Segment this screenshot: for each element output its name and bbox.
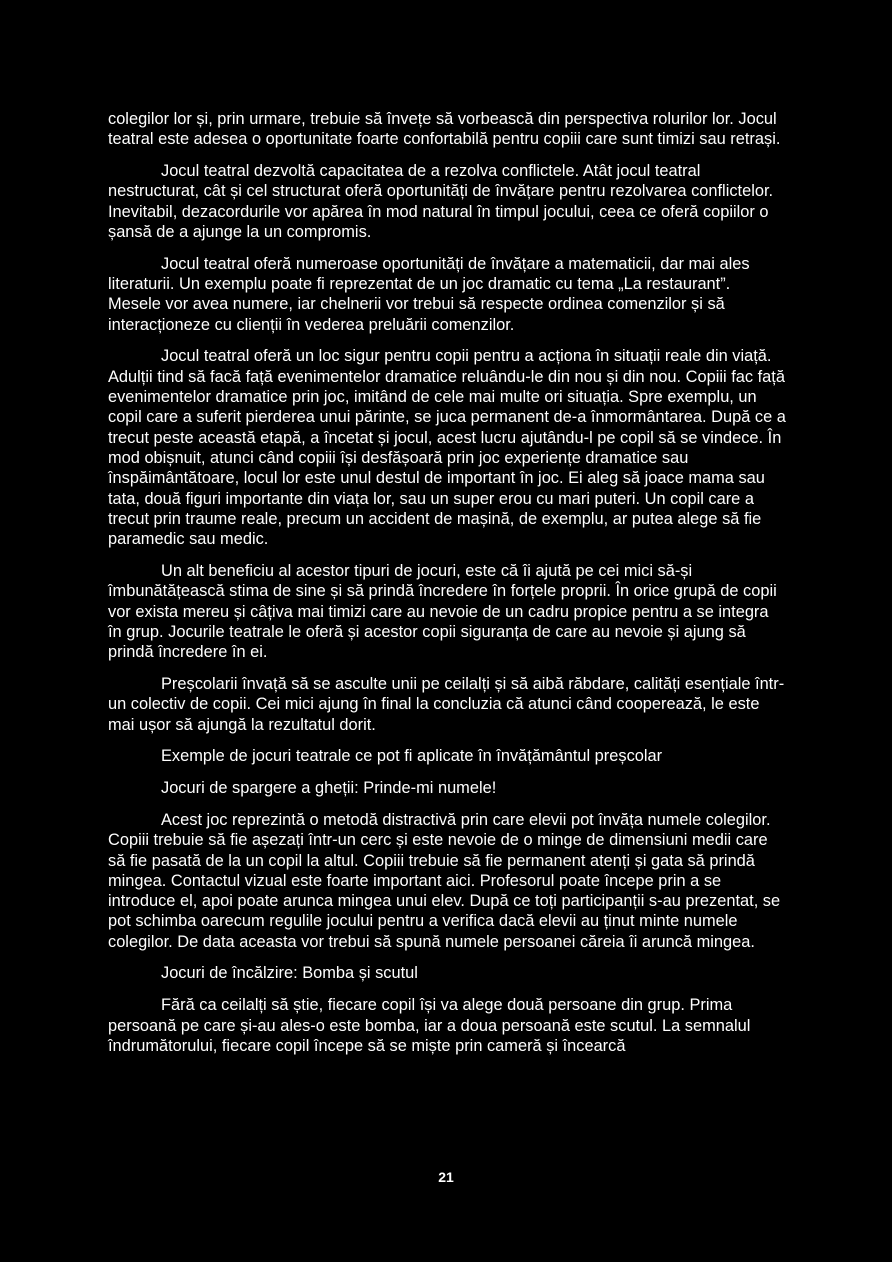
paragraph-math-literature: Jocul teatral oferă numeroase oportunități de învățare a matematicii, dar mai ales literaturii. Un exemplu poate fi reprezentat de un joc dramatic cu tema „La restaurant”. Mesele vor avea numere, iar chelnerii vor trebui să respecte ordinea comenzilor și să interacționeze cu clienții în vederea preluării comenzilor. [108,254,750,334]
section-heading-examples: Exemple de jocuri teatrale ce pot fi aplicate în învățământul preșcolar [161,747,663,766]
paragraph-conflict-resolution: Jocul teatral dezvoltă capacitatea de a rezolva conflictele. Atât jocul teatral nestructurat, cât și cel structurat oferă oportunități de învățare pentru rezolvarea conflictelor. Inevitabil, dezacordurile vor apărea în mod natural în timpul jocului, ceea ce oferă copiilor o șansă de a ajunge la un compromis. [108,162,774,241]
paragraph-self-esteem: Un alt beneficiu al acestor tipuri de jocuri, este că îi ajută pe cei mici să-și îmbunătățească stima de sine și să prindă încredere în forțele proprii. În orice grupă de copii vor exista mereu și câțiva mai timizi care au nevoie de un cadru propice pentru a se integra în grup. Jocurile teatrale le oferă și acestor copii siguranța de care au nevoie și ajung să prindă încredere în ei. [108,561,777,662]
paragraph-real-life-situations: Jocul teatral oferă un loc sigur pentru copii pentru a acționa în situații reale din viață. Adulții tind să facă față evenimentelor dramatice reluându-le din nou și din nou. Copiii fac față evenimentelor dramatice prin joc, imitând de cele mai multe ori situația. Spre exemplu, un copil care a suferit pierderea unui părinte, se juca permanent de-a înmormântarea. După ce a trecut peste această etapă, a încetat și jocul, acest lucru ajutându-l pe copil să se vindece. În mod obișnuit, atunci când copiii își desfășoară prin joc experiențe dramatice sau înspăimântătoare, locul lor este unul destul de important în joc. Ei aleg să joace mama sau tata, două figuri importante din viața lor, sau un super erou cu mari puteri. Un copil care a trecut prin traume reale, precum un accident de mașină, de exemplu, ar putea alege să fie paramedic sau medic. [108,347,786,549]
subheading-warmup-game: Jocuri de încălzire: Bomba și scutul [161,964,418,983]
page-number: 21 [438,1169,454,1185]
paragraph-warmup-description: Fără ca ceilalți să știe, fiecare copil își va alege două persoane din grup. Prima persoană pe care și-au ales-o este bomba, iar a doua persoană este scutul. La semnalul îndrumătorului, fiecare copil începe să se miște prin cameră și încearcă [108,996,751,1055]
paragraph-cooperation: Preșcolarii învață să se asculte unii pe ceilalți și să aibă răbdare, calități esențiale într-un colectiv de copii. Cei mici ajung în final la concluzia că atunci când cooperează, le este mai ușor să ajungă la rezultatul dorit. [108,674,785,734]
paragraph-icebreaker-description: Acest joc reprezintă o metodă distractivă prin care elevii pot învăța numele colegilor. Copiii trebuie să fie așezați într-un cerc și este nevoie de o minge de dimensiuni medii care să fie pasată de la un copil la altul. Copiii trebuie să fie permanent atenți și gata să prindă mingea. Contactul vizual este foarte important aici. Profesorul poate începe prin a se introduce el, apoi poate arunca mingea unui elev. După ce toți participanții s-au prezentat, se pot schimba oarecum regulile jocului pentru a verifica dacă elevii au ținut minte numele colegilor. De data aceasta vor trebui să spună numele persoanei căreia îi aruncă mingea. [108,810,781,951]
paragraph-continuation: colegilor lor și, prin urmare, trebuie să învețe să vorbească din perspectiva rolurilor lor. Jocul teatral este adesea o oportunitate foarte confortabilă pentru copiii care sunt timizi sau retrași. [108,110,781,149]
document-page-body [108,109,786,1068]
subheading-icebreaker-game: Jocuri de spargere a gheții: Prinde-mi numele! [161,779,497,798]
